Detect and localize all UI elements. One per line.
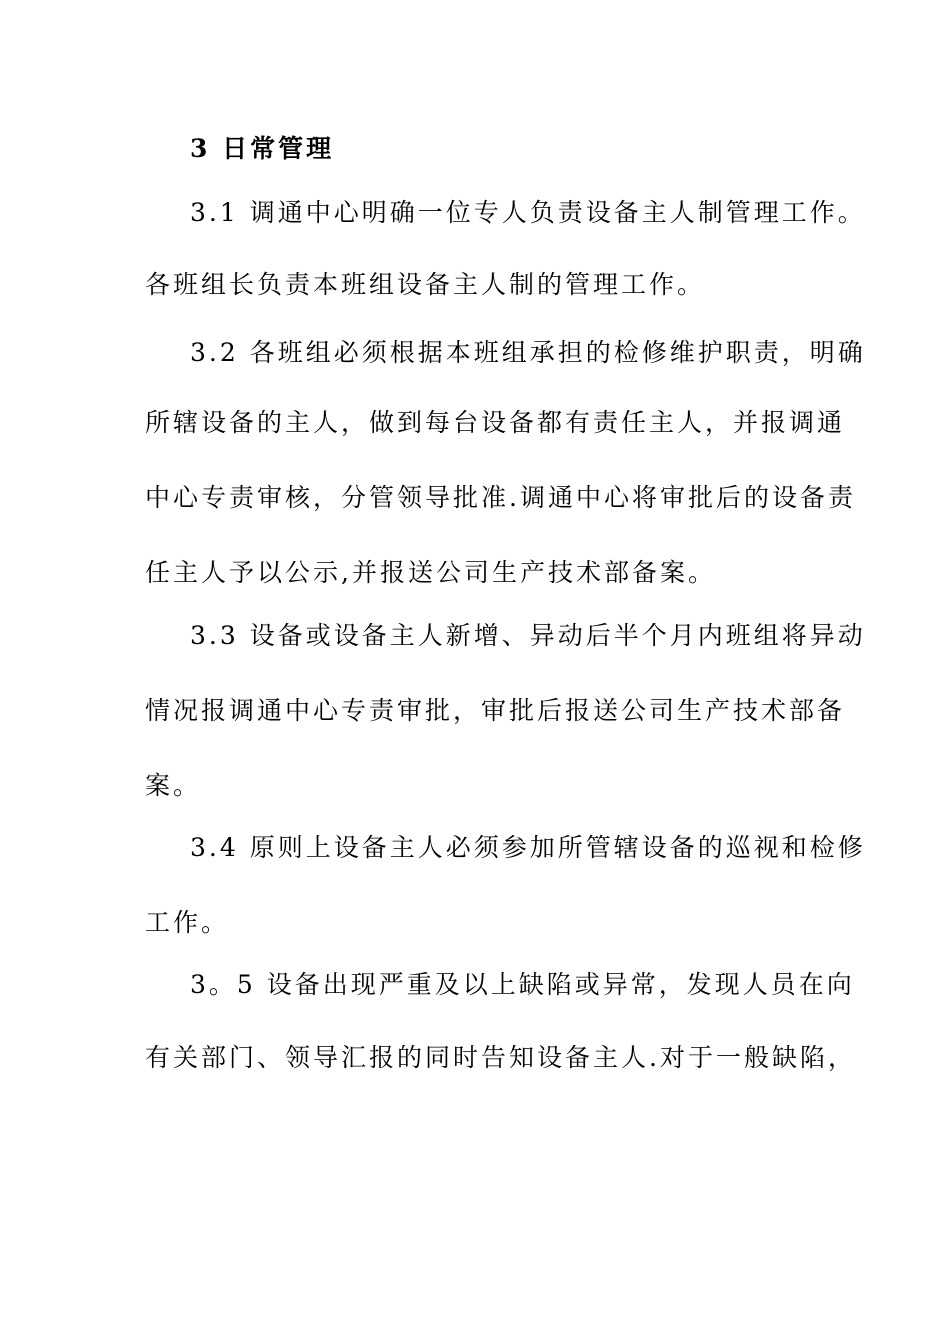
paragraph-line: 有关部门、领导汇报的同时告知设备主人.对于一般缺陷，: [145, 1043, 856, 1072]
paragraph-line: 案。: [145, 771, 202, 800]
paragraph-line: 各班组长负责本班组设备主人制的管理工作。: [145, 270, 706, 299]
paragraph-line: 3.3 设备或设备主人新增、异动后半个月内班组将异动: [190, 621, 866, 650]
paragraph-line: 所辖设备的主人，做到每台设备都有责任主人，并报调通: [145, 408, 846, 437]
section-heading: 3 日常管理: [190, 134, 335, 163]
paragraph-line: 3.4 原则上设备主人必须参加所管辖设备的巡视和检修: [190, 833, 866, 862]
paragraph-line: 3.2 各班组必须根据本班组承担的检修维护职责，明确: [190, 338, 866, 367]
paragraph-line: 任主人予以公示,并报送公司生产技术部备案。: [145, 558, 716, 587]
paragraph-line: 情况报调通中心专责审批，审批后报送公司生产技术部备: [145, 696, 846, 725]
paragraph-line: 工作。: [145, 908, 230, 937]
paragraph-line: 3.1 调通中心明确一位专人负责设备主人制管理工作。: [190, 198, 866, 227]
paragraph-line: 3。5 设备出现严重及以上缺陷或异常，发现人员在向: [190, 970, 855, 999]
paragraph-line: 中心专责审核，分管领导批准.调通中心将审批后的设备责: [145, 483, 856, 512]
